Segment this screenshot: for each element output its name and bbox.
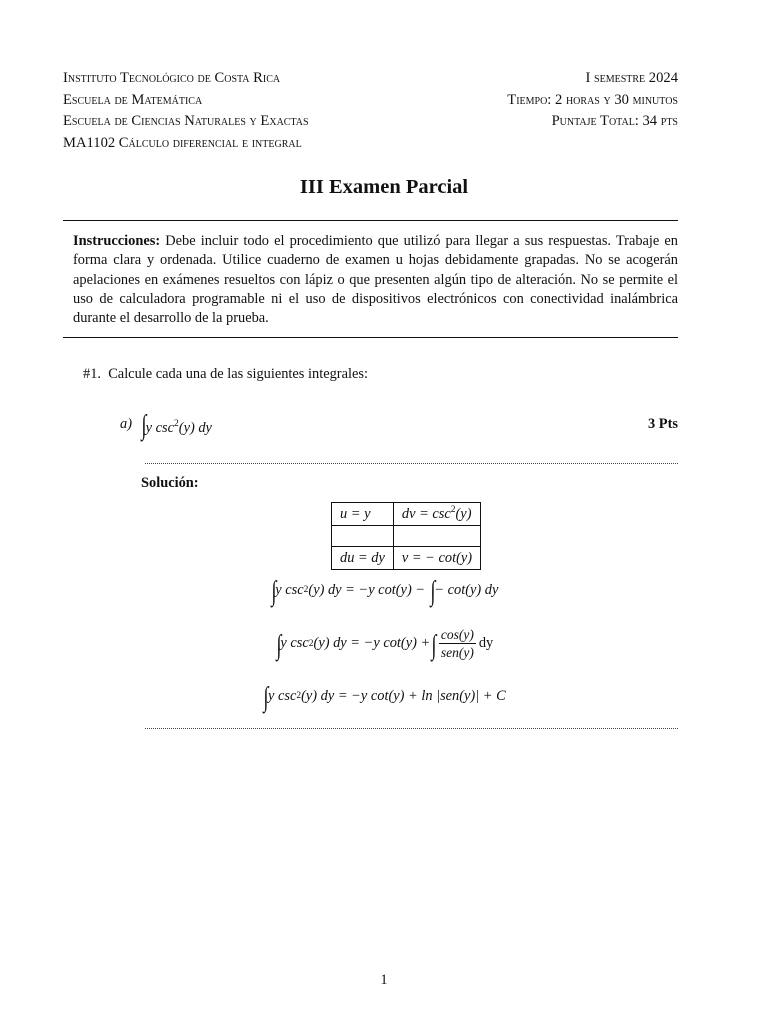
item-integral: ∫y $\csc^2(y)$ dy bbox=[141, 410, 212, 441]
fraction: $\frac{\cos(y)}{\text{sen(y)}}$ bbox=[440, 627, 474, 660]
substitution-table bbox=[331, 502, 481, 570]
item-points: 3 Pts bbox=[648, 416, 678, 432]
item-label: a) bbox=[120, 415, 132, 432]
dv-cell: dv = $\csc^2(y)$ bbox=[393, 503, 480, 526]
u-cell: u = y bbox=[332, 503, 394, 526]
v-cell: v = − cot(y) bbox=[393, 547, 480, 570]
instructions bbox=[73, 232, 678, 328]
institution-block bbox=[63, 68, 309, 154]
exam-info-block bbox=[507, 68, 678, 154]
top-rule bbox=[63, 220, 678, 221]
du-cell: du = dy bbox=[332, 547, 394, 570]
equation-3: ∫ y csc 2 (y) dy = −y cot(y) + ln |sen(y)| + C bbox=[263, 682, 506, 713]
instructions-label: Instrucciones: bbox=[73, 233, 161, 249]
question-1 bbox=[83, 366, 368, 383]
course-name: MA1102 Cálculo diferencial e integral bbox=[63, 134, 302, 151]
exam-header bbox=[63, 68, 678, 154]
integral-sign: ∫ bbox=[141, 410, 147, 441]
dotted-separator-top bbox=[145, 463, 678, 464]
semester: I semestre 2024 bbox=[585, 70, 678, 86]
faculty-name: Escuela de Ciencias Naturales y Exactas bbox=[63, 113, 309, 129]
solution-label: Solución: bbox=[141, 475, 199, 491]
school-name: Escuela de Matemática bbox=[63, 91, 203, 108]
equation-1: ∫ y csc 2 (y) dy = −y cot(y) − ∫ − cot(y) dy bbox=[270, 576, 499, 607]
total-points: Puntaje Total: 34 pts bbox=[551, 113, 678, 129]
bottom-rule bbox=[63, 337, 678, 338]
dotted-separator-bottom bbox=[145, 728, 678, 729]
exam-title: III Examen Parcial bbox=[299, 176, 469, 198]
question-number: #1. bbox=[83, 366, 101, 382]
institution-name: Instituto Tecnológico de Costa Rica bbox=[63, 70, 281, 86]
page-number: 1 bbox=[380, 972, 388, 988]
duration: Tiempo: 2 horas y 30 minutos bbox=[507, 91, 678, 108]
question-prompt: Calcule cada una de las siguientes integrales: bbox=[108, 366, 368, 382]
instructions-text: Debe incluir todo el procedimiento que utilizó para llegar a sus respuestas. Trabaje en forma clara y ordenada. Utilice cuaderno de examen u hojas debidamente grapadas. No se acogerán apelaciones en exámenes resueltos con lápiz o que presenten algún tipo de alteración. No se permite el uso de calculadora programable ni el uso de dispositivos electrónicos con conectividad inalámbrica durante el desarrollo de la prueba. bbox=[73, 233, 678, 327]
equation-2: ∫ y csc 2 (y) dy = −y cot(y) + ∫ $\frac{\cos(y)}{\text{sen(y)}}$ dy bbox=[276, 627, 494, 661]
item-a bbox=[120, 410, 212, 441]
